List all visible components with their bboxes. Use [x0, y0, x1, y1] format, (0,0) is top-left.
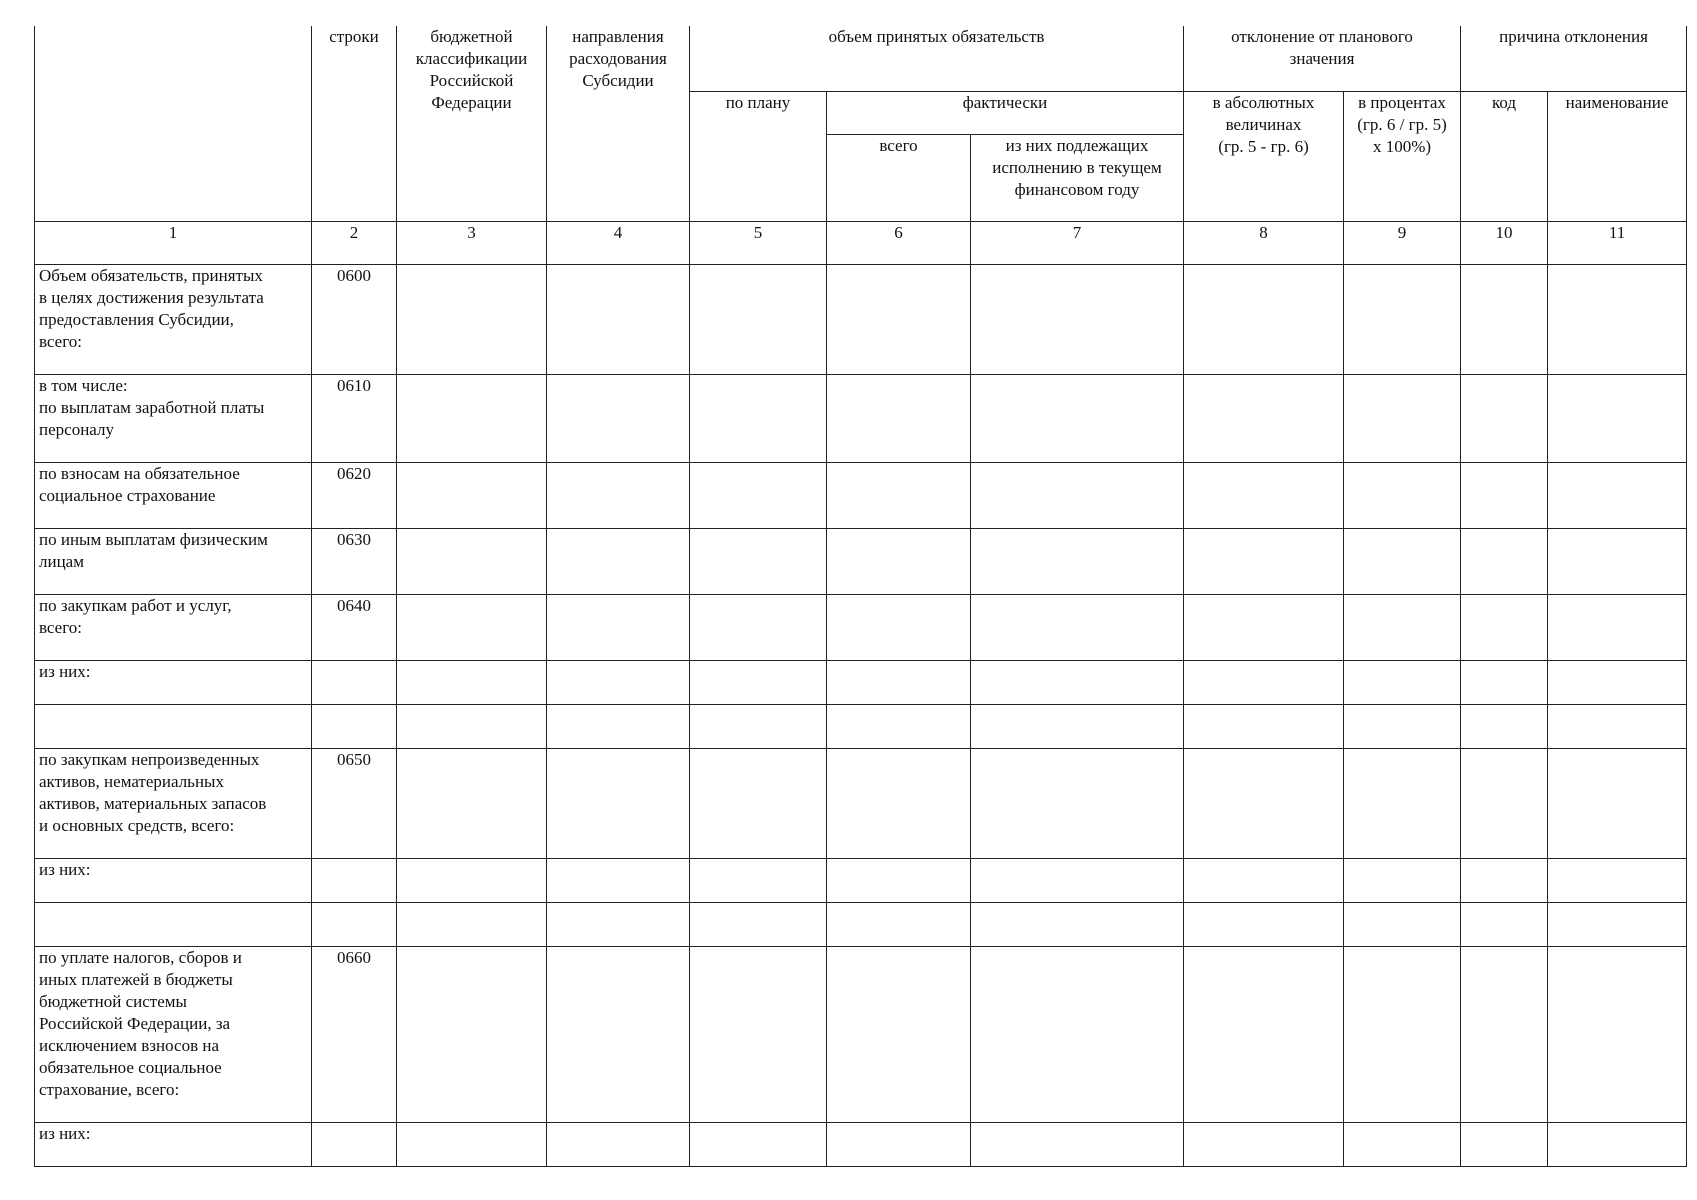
- cell-actual-total[interactable]: [827, 704, 971, 748]
- cell-budget-classification[interactable]: [397, 946, 547, 1122]
- column-number: 8: [1184, 221, 1344, 264]
- row-label: из них:: [35, 1122, 312, 1166]
- cell-reason-code[interactable]: [1461, 1122, 1548, 1166]
- cell-deviation-absolute[interactable]: [1184, 946, 1344, 1122]
- cell-plan[interactable]: [690, 858, 827, 902]
- cell-actual-total[interactable]: [827, 528, 971, 594]
- cell-reason-name[interactable]: [1548, 902, 1687, 946]
- row-label: в том числе: по выплатам заработной платы персоналу: [35, 374, 312, 462]
- table-row: [35, 748, 1687, 858]
- cell-actual-current-year[interactable]: [971, 748, 1184, 858]
- cell-plan[interactable]: [690, 660, 827, 704]
- table-row: [35, 462, 1687, 528]
- header-reason-name: наименование: [1548, 91, 1687, 221]
- cell-deviation-percent[interactable]: [1344, 660, 1461, 704]
- cell-reason-code[interactable]: [1461, 594, 1548, 660]
- column-number: 4: [547, 221, 690, 264]
- cell-actual-total[interactable]: [827, 748, 971, 858]
- cell-reason-name[interactable]: [1548, 748, 1687, 858]
- cell-reason-code[interactable]: [1461, 748, 1548, 858]
- cell-deviation-absolute[interactable]: [1184, 1122, 1344, 1166]
- cell-reason-name[interactable]: [1548, 858, 1687, 902]
- cell-deviation-percent[interactable]: [1344, 902, 1461, 946]
- cell-plan[interactable]: [690, 374, 827, 462]
- cell-spending-direction[interactable]: [547, 264, 690, 374]
- cell-actual-current-year[interactable]: [971, 902, 1184, 946]
- row-code[interactable]: [312, 704, 397, 748]
- row-label: по уплате налогов, сборов и иных платежей в бюджеты бюджетной системы Российской Федерации, за исключением взносов на обязательное социальное страхование, всего:: [35, 946, 312, 1122]
- row-label: из них:: [35, 660, 312, 704]
- header-row-code: строки: [312, 26, 397, 221]
- header-col-1: [35, 26, 312, 221]
- header-actual-current-year: из них подлежащих исполнению в текущем финансовом году: [971, 134, 1184, 221]
- row-code: 0620: [312, 462, 397, 528]
- row-label: Объем обязательств, принятых в целях достижения результата предоставления Субсидии, всего:: [35, 264, 312, 374]
- cell-reason-code[interactable]: [1461, 462, 1548, 528]
- table-row: [35, 660, 1687, 704]
- cell-budget-classification[interactable]: [397, 594, 547, 660]
- cell-budget-classification[interactable]: [397, 902, 547, 946]
- cell-budget-classification[interactable]: [397, 264, 547, 374]
- cell-deviation-percent[interactable]: [1344, 462, 1461, 528]
- cell-deviation-absolute[interactable]: [1184, 902, 1344, 946]
- cell-deviation-percent[interactable]: [1344, 374, 1461, 462]
- cell-deviation-absolute[interactable]: [1184, 528, 1344, 594]
- header-deviation-reason: причина отклонения: [1461, 26, 1687, 91]
- cell-reason-name[interactable]: [1548, 660, 1687, 704]
- row-label: по закупкам непроизведенных активов, нематериальных активов, материальных запасов и основных средств, всего:: [35, 748, 312, 858]
- cell-plan[interactable]: [690, 528, 827, 594]
- cell-deviation-absolute[interactable]: [1184, 264, 1344, 374]
- cell-spending-direction[interactable]: [547, 858, 690, 902]
- cell-spending-direction[interactable]: [547, 594, 690, 660]
- obligations-report-table: [34, 26, 1687, 1167]
- cell-deviation-percent[interactable]: [1344, 264, 1461, 374]
- cell-reason-name[interactable]: [1548, 528, 1687, 594]
- column-number-row: [35, 221, 1687, 264]
- cell-actual-total[interactable]: [827, 264, 971, 374]
- row-code: 0660: [312, 946, 397, 1122]
- cell-deviation-percent[interactable]: [1344, 748, 1461, 858]
- row-code: 0610: [312, 374, 397, 462]
- cell-budget-classification[interactable]: [397, 528, 547, 594]
- header-actual: фактически: [827, 91, 1184, 134]
- table-row: [35, 704, 1687, 748]
- cell-reason-name[interactable]: [1548, 946, 1687, 1122]
- cell-actual-current-year[interactable]: [971, 462, 1184, 528]
- table-row: [35, 946, 1687, 1122]
- cell-spending-direction[interactable]: [547, 704, 690, 748]
- row-label: по иным выплатам физическим лицам: [35, 528, 312, 594]
- cell-spending-direction[interactable]: [547, 1122, 690, 1166]
- cell-reason-code[interactable]: [1461, 946, 1548, 1122]
- header-actual-total: всего: [827, 134, 971, 221]
- cell-reason-name[interactable]: [1548, 462, 1687, 528]
- cell-actual-total[interactable]: [827, 902, 971, 946]
- column-number: 5: [690, 221, 827, 264]
- header-budget-classification: бюджетной классификации Российской Федерации: [397, 26, 547, 221]
- cell-deviation-percent[interactable]: [1344, 704, 1461, 748]
- cell-reason-name[interactable]: [1548, 1122, 1687, 1166]
- table-row: [35, 1122, 1687, 1166]
- row-code: [312, 660, 397, 704]
- cell-deviation-absolute[interactable]: [1184, 462, 1344, 528]
- cell-actual-current-year[interactable]: [971, 660, 1184, 704]
- column-number: 1: [35, 221, 312, 264]
- cell-budget-classification[interactable]: [397, 858, 547, 902]
- cell-actual-current-year[interactable]: [971, 1122, 1184, 1166]
- cell-spending-direction[interactable]: [547, 946, 690, 1122]
- cell-budget-classification[interactable]: [397, 1122, 547, 1166]
- cell-plan[interactable]: [690, 902, 827, 946]
- cell-deviation-absolute[interactable]: [1184, 374, 1344, 462]
- cell-actual-current-year[interactable]: [971, 704, 1184, 748]
- row-code[interactable]: [312, 902, 397, 946]
- cell-reason-code[interactable]: [1461, 858, 1548, 902]
- header-plan: по плану: [690, 91, 827, 221]
- column-number: 10: [1461, 221, 1548, 264]
- cell-plan[interactable]: [690, 748, 827, 858]
- header-spending-direction: направления расходования Субсидии: [547, 26, 690, 221]
- cell-spending-direction[interactable]: [547, 660, 690, 704]
- cell-deviation-percent[interactable]: [1344, 858, 1461, 902]
- column-number: 7: [971, 221, 1184, 264]
- table-row: [35, 594, 1687, 660]
- cell-actual-total[interactable]: [827, 946, 971, 1122]
- row-label[interactable]: [35, 704, 312, 748]
- cell-plan[interactable]: [690, 704, 827, 748]
- cell-actual-current-year[interactable]: [971, 858, 1184, 902]
- cell-actual-current-year[interactable]: [971, 946, 1184, 1122]
- cell-deviation-absolute[interactable]: [1184, 660, 1344, 704]
- cell-budget-classification[interactable]: [397, 462, 547, 528]
- cell-deviation-percent[interactable]: [1344, 594, 1461, 660]
- cell-actual-total[interactable]: [827, 1122, 971, 1166]
- cell-deviation-absolute[interactable]: [1184, 858, 1344, 902]
- cell-spending-direction[interactable]: [547, 902, 690, 946]
- cell-reason-name[interactable]: [1548, 374, 1687, 462]
- cell-actual-total[interactable]: [827, 858, 971, 902]
- cell-reason-code[interactable]: [1461, 528, 1548, 594]
- header-obligations-volume: объем принятых обязательств: [690, 26, 1184, 91]
- row-label: из них:: [35, 858, 312, 902]
- cell-actual-current-year[interactable]: [971, 264, 1184, 374]
- cell-reason-code[interactable]: [1461, 264, 1548, 374]
- row-code: [312, 858, 397, 902]
- column-number: 6: [827, 221, 971, 264]
- column-number: 3: [397, 221, 547, 264]
- row-code: 0640: [312, 594, 397, 660]
- cell-actual-current-year[interactable]: [971, 594, 1184, 660]
- header-deviation: отклонение от планового значения: [1184, 26, 1461, 91]
- cell-spending-direction[interactable]: [547, 462, 690, 528]
- cell-reason-name[interactable]: [1548, 264, 1687, 374]
- cell-reason-name[interactable]: [1548, 594, 1687, 660]
- cell-plan[interactable]: [690, 1122, 827, 1166]
- cell-reason-code[interactable]: [1461, 374, 1548, 462]
- cell-deviation-percent[interactable]: [1344, 1122, 1461, 1166]
- row-code: [312, 1122, 397, 1166]
- row-code: 0630: [312, 528, 397, 594]
- row-label[interactable]: [35, 902, 312, 946]
- cell-deviation-percent[interactable]: [1344, 946, 1461, 1122]
- row-label: по закупкам работ и услуг, всего:: [35, 594, 312, 660]
- cell-deviation-percent[interactable]: [1344, 528, 1461, 594]
- cell-reason-code[interactable]: [1461, 660, 1548, 704]
- cell-budget-classification[interactable]: [397, 660, 547, 704]
- cell-reason-code[interactable]: [1461, 902, 1548, 946]
- cell-actual-total[interactable]: [827, 462, 971, 528]
- cell-plan[interactable]: [690, 264, 827, 374]
- cell-actual-current-year[interactable]: [971, 528, 1184, 594]
- cell-actual-total[interactable]: [827, 374, 971, 462]
- cell-deviation-absolute[interactable]: [1184, 748, 1344, 858]
- cell-deviation-absolute[interactable]: [1184, 594, 1344, 660]
- cell-plan[interactable]: [690, 946, 827, 1122]
- row-code: 0600: [312, 264, 397, 374]
- header-reason-code: код: [1461, 91, 1548, 221]
- cell-spending-direction[interactable]: [547, 374, 690, 462]
- cell-spending-direction[interactable]: [547, 528, 690, 594]
- cell-actual-total[interactable]: [827, 594, 971, 660]
- row-code: 0650: [312, 748, 397, 858]
- cell-budget-classification[interactable]: [397, 704, 547, 748]
- table-row: [35, 858, 1687, 902]
- cell-plan[interactable]: [690, 462, 827, 528]
- header-percent: в процентах (гр. 6 / гр. 5) x 100%): [1344, 91, 1461, 221]
- cell-spending-direction[interactable]: [547, 748, 690, 858]
- cell-budget-classification[interactable]: [397, 748, 547, 858]
- cell-plan[interactable]: [690, 594, 827, 660]
- cell-actual-current-year[interactable]: [971, 374, 1184, 462]
- cell-reason-name[interactable]: [1548, 704, 1687, 748]
- cell-deviation-absolute[interactable]: [1184, 704, 1344, 748]
- header-row-1: [35, 26, 1687, 91]
- header-absolute: в абсолютных величинах (гр. 5 - гр. 6): [1184, 91, 1344, 221]
- column-number: 2: [312, 221, 397, 264]
- cell-actual-total[interactable]: [827, 660, 971, 704]
- column-number: 11: [1548, 221, 1687, 264]
- table-row: [35, 264, 1687, 374]
- cell-budget-classification[interactable]: [397, 374, 547, 462]
- cell-reason-code[interactable]: [1461, 704, 1548, 748]
- table-row: [35, 528, 1687, 594]
- table-row: [35, 374, 1687, 462]
- column-number: 9: [1344, 221, 1461, 264]
- row-label: по взносам на обязательное социальное страхование: [35, 462, 312, 528]
- table-row: [35, 902, 1687, 946]
